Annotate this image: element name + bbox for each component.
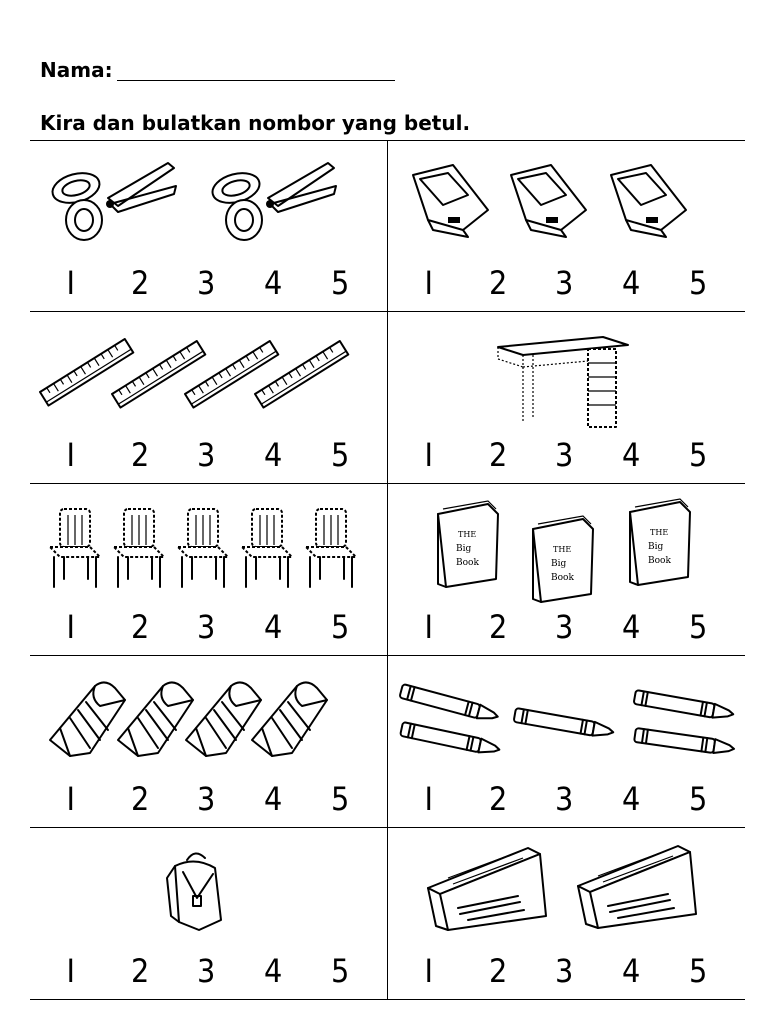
worksheet-grid (30, 140, 745, 999)
number-option-1[interactable]: I (424, 952, 433, 990)
number-option-2[interactable]: 2 (489, 436, 508, 474)
number-option-3[interactable]: 3 (197, 436, 216, 474)
picture-area (30, 322, 387, 422)
book-cover-text: THE (458, 530, 477, 539)
picture-area (30, 666, 387, 766)
picture-area (30, 494, 387, 594)
chair-icon (178, 509, 228, 587)
picture-area (388, 494, 745, 594)
number-option-1[interactable]: I (66, 780, 75, 818)
number-option-4[interactable]: 4 (622, 780, 641, 818)
scissors-icon (49, 163, 176, 240)
number-option-5[interactable]: 5 (689, 780, 708, 818)
number-option-4[interactable]: 4 (622, 952, 641, 990)
number-option-4[interactable]: 4 (264, 264, 283, 302)
number-option-4[interactable]: 4 (264, 952, 283, 990)
count-cell-sharpeners (388, 140, 745, 311)
number-option-4[interactable]: 4 (622, 264, 641, 302)
number-option-5[interactable]: 5 (689, 952, 708, 990)
number-option-4[interactable]: 4 (264, 780, 283, 818)
crayon-icon (400, 722, 501, 756)
eraser-icon (118, 682, 193, 756)
book-icon (438, 501, 498, 587)
number-option-2[interactable]: 2 (489, 264, 508, 302)
number-option-5[interactable]: 5 (331, 436, 350, 474)
number-option-5[interactable]: 5 (689, 264, 708, 302)
number-option-5[interactable]: 5 (689, 608, 708, 646)
picture-area (388, 666, 745, 766)
book-cover-text: Book (551, 573, 574, 583)
number-option-3[interactable]: 3 (555, 264, 574, 302)
count-cell-desk (388, 312, 745, 483)
grid-divider (30, 999, 745, 1000)
scissors-group (30, 150, 387, 250)
count-cell-rulers (30, 312, 387, 483)
crayon-icon (634, 690, 735, 721)
chair-group (30, 494, 387, 594)
number-option-4[interactable]: 4 (622, 436, 641, 474)
number-option-2[interactable]: 2 (131, 436, 150, 474)
book-group (388, 494, 745, 594)
number-option-1[interactable]: I (66, 264, 75, 302)
eraser-icon (252, 682, 327, 756)
chair-icon (306, 509, 356, 587)
crayon-icon (399, 684, 499, 723)
number-option-3[interactable]: 3 (555, 952, 574, 990)
picture-area (388, 838, 745, 938)
number-option-3[interactable]: 3 (197, 952, 216, 990)
number-option-5[interactable]: 5 (331, 952, 350, 990)
picture-area (388, 322, 745, 422)
picture-area (30, 838, 387, 938)
number-option-2[interactable]: 2 (489, 780, 508, 818)
crayon-icon (634, 728, 735, 756)
number-option-3[interactable]: 3 (555, 436, 574, 474)
count-cell-crayons (388, 656, 745, 827)
number-option-4[interactable]: 4 (264, 608, 283, 646)
eraser-group (30, 666, 387, 766)
number-option-5[interactable]: 5 (331, 264, 350, 302)
number-option-5[interactable]: 5 (331, 780, 350, 818)
number-option-1[interactable]: I (424, 264, 433, 302)
number-option-5[interactable]: 5 (331, 608, 350, 646)
picture-area (30, 150, 387, 250)
pencil-case-icon (578, 846, 696, 928)
number-option-3[interactable]: 3 (555, 608, 574, 646)
crayon-group (388, 666, 745, 766)
sharpener-group (388, 150, 745, 250)
count-cell-scissors (30, 140, 387, 311)
pencil-case-group (388, 838, 745, 938)
sharpener-icon (511, 165, 586, 237)
book-cover-text: THE (553, 545, 572, 554)
book-cover-text: Book (648, 556, 671, 566)
number-option-3[interactable]: 3 (555, 780, 574, 818)
chair-icon (242, 509, 292, 587)
sharpener-icon (413, 165, 488, 237)
picture-area (388, 150, 745, 250)
book-icon (533, 516, 593, 602)
count-cell-books (388, 484, 745, 655)
book-cover-text: Big (648, 542, 664, 552)
book-cover-text: Big (551, 559, 567, 569)
number-option-3[interactable]: 3 (197, 608, 216, 646)
backpack-icon (167, 853, 221, 930)
number-option-1[interactable]: I (66, 952, 75, 990)
number-option-2[interactable]: 2 (131, 264, 150, 302)
instruction-text: Kira dan bulatkan nombor yang betul. (40, 111, 471, 135)
scissors-icon (209, 163, 336, 240)
number-option-5[interactable]: 5 (689, 436, 708, 474)
number-option-1[interactable]: I (424, 436, 433, 474)
number-option-4[interactable]: 4 (622, 608, 641, 646)
backpack-group (30, 838, 387, 938)
chair-icon (50, 509, 100, 587)
name-label: Nama: (40, 58, 113, 82)
count-cell-pencil-cases (388, 828, 745, 999)
eraser-icon (50, 682, 125, 756)
pencil-case-icon (428, 848, 546, 930)
book-cover-text: THE (650, 528, 669, 537)
number-option-3[interactable]: 3 (197, 780, 216, 818)
book-icon (630, 499, 690, 585)
chair-icon (114, 509, 164, 587)
number-option-1[interactable]: I (424, 780, 433, 818)
number-option-2[interactable]: 2 (489, 608, 508, 646)
number-option-2[interactable]: 2 (131, 780, 150, 818)
number-option-2[interactable]: 2 (131, 952, 150, 990)
number-option-2[interactable]: 2 (131, 608, 150, 646)
name-answer-line[interactable] (117, 80, 395, 81)
book-cover-text: Book (456, 558, 479, 568)
count-cell-backpack (30, 828, 387, 999)
number-option-3[interactable]: 3 (197, 264, 216, 302)
crayon-icon (514, 708, 615, 739)
ruler-group (30, 322, 387, 422)
number-option-4[interactable]: 4 (264, 436, 283, 474)
desk-icon (498, 337, 628, 427)
book-cover-text: Big (456, 544, 472, 554)
number-option-2[interactable]: 2 (489, 952, 508, 990)
eraser-icon (186, 682, 261, 756)
desk-group (388, 322, 745, 422)
number-option-1[interactable]: I (424, 608, 433, 646)
number-option-1[interactable]: I (66, 436, 75, 474)
count-cell-erasers (30, 656, 387, 827)
count-cell-chairs (30, 484, 387, 655)
sharpener-icon (611, 165, 686, 237)
number-option-1[interactable]: I (66, 608, 75, 646)
